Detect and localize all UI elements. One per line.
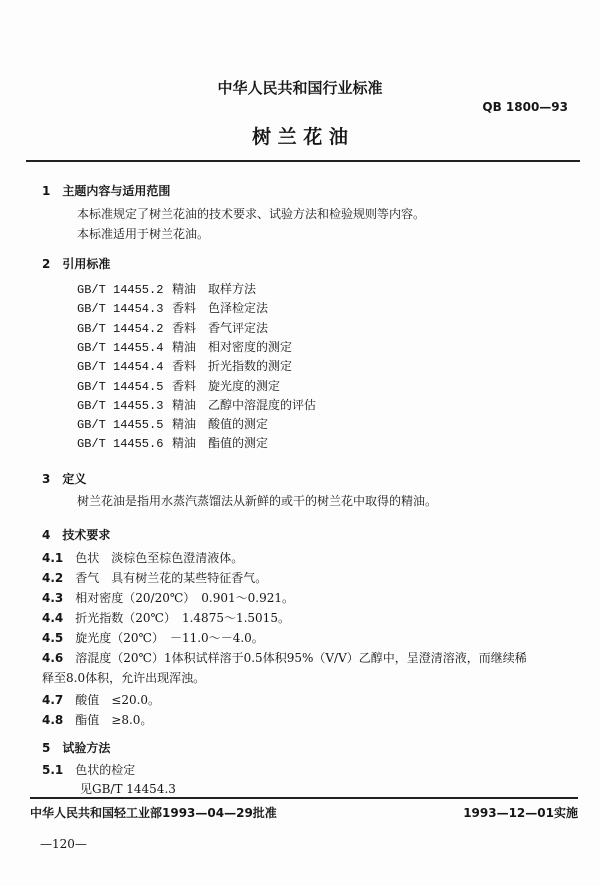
reference-item: [77, 300, 268, 317]
requirement-number: 4.5: [42, 631, 64, 645]
standard-code: QB 1800—93: [482, 100, 568, 114]
requirement-number: 4.4: [42, 611, 64, 625]
section-heading-5: 5 试验方法: [42, 741, 111, 755]
reference-item: [77, 281, 256, 298]
requirement-continuation: 释至8.0体积，允许出现浑浊。: [42, 671, 206, 685]
requirement-item: [42, 650, 527, 666]
reference-name: 香气评定法: [208, 320, 269, 335]
requirement-item: [42, 570, 267, 586]
requirement-text: 酸值 ≤20.0。: [75, 693, 161, 707]
effective-date: 1993—12—01实施: [463, 806, 578, 820]
section-heading-2: 2 引用标准: [42, 257, 111, 271]
reference-item: [77, 397, 316, 414]
requirement-number: 4.8: [42, 713, 64, 727]
requirement-text: 折光指数（20℃） 1.4875～1.5015。: [75, 611, 290, 625]
reference-type: 精油: [172, 339, 197, 354]
requirement-text: 溶混度（20℃）1体积试样溶于0.5体积95%（V/V）乙醇中，呈澄清溶液，而继续稀: [75, 651, 527, 665]
reference-name: 取样方法: [208, 282, 257, 296]
reference-item: [77, 378, 280, 395]
reference-code: GB/T 14455.5: [77, 418, 164, 433]
reference-code: GB/T 14455.3: [77, 398, 164, 413]
section-heading-1: 1 主题内容与适用范围: [42, 184, 171, 198]
requirement-item: [42, 610, 290, 626]
reference-item: [77, 320, 268, 337]
requirement-text: 色状 淡棕色至棕色澄清液体。: [75, 551, 244, 565]
requirement-item: [42, 692, 160, 708]
reference-name: 旋光度的测定: [208, 378, 281, 393]
reference-name: 酯值的测定: [208, 436, 269, 451]
reference-name: 折光指数的测定: [208, 359, 293, 374]
reference-type: 香料: [172, 301, 197, 316]
reference-code: GB/T 14454.3: [77, 302, 164, 317]
requirement-item: [42, 590, 294, 606]
requirement-text: 相对密度（20/20℃） 0.901～0.921。: [75, 591, 294, 605]
reference-item: [77, 339, 292, 356]
requirement-item: [42, 712, 152, 728]
requirement-number: 4.3: [42, 591, 64, 605]
reference-code: GB/T 14454.4: [77, 360, 164, 375]
reference-name: 色泽检定法: [208, 301, 269, 316]
approval-text: 中华人民共和国轻工业部1993—04—29批准: [30, 806, 277, 820]
reference-type: 香料: [172, 378, 197, 393]
reference-item: [77, 416, 268, 433]
reference-code: GB/T 14455.4: [77, 340, 164, 355]
document-title: 树 兰 花 油: [252, 126, 348, 148]
reference-item: [77, 435, 268, 452]
requirement-number: 4.6: [42, 651, 64, 665]
method-5-1-body: 见GB/T 14454.3: [80, 782, 176, 796]
section-1-line: 本标准适用于树兰花油。: [77, 227, 210, 241]
reference-type: 精油: [172, 282, 197, 296]
definition-text: 树兰花油是指用水蒸汽蒸馏法从新鲜的或干的树兰花中取得的精油。: [77, 494, 438, 508]
requirement-text: 旋光度（20℃） －11.0～－4.0。: [75, 631, 264, 645]
requirement-item: [42, 550, 243, 566]
requirement-text: 香气 具有树兰花的某些特征香气。: [75, 571, 268, 585]
reference-code: GB/T 14455.2: [77, 283, 164, 297]
reference-item: [77, 358, 292, 375]
header-rule: [26, 160, 580, 162]
issuing-org: 中华人民共和国行业标准: [217, 79, 383, 97]
reference-type: 香料: [172, 359, 197, 374]
section-heading-4: 4 技术要求: [42, 528, 111, 542]
reference-code: GB/T 14454.2: [77, 321, 164, 336]
requirement-number: 4.2: [42, 571, 64, 585]
footer-rule: [30, 797, 578, 799]
reference-name: 乙醇中溶混度的评估: [208, 397, 317, 412]
requirement-number: 4.7: [42, 693, 64, 707]
section-heading-3: 3 定义: [42, 472, 87, 486]
section-1-line: 本标准规定了树兰花油的技术要求、试验方法和检验规则等内容。: [77, 207, 426, 221]
reference-code: GB/T 14454.5: [77, 379, 164, 394]
reference-name: 酸值的测定: [208, 417, 269, 432]
reference-type: 精油: [172, 417, 197, 432]
requirement-item: [42, 630, 264, 646]
reference-type: 精油: [172, 397, 197, 412]
page-number: —120—: [40, 837, 87, 851]
reference-type: 香料: [172, 320, 197, 335]
reference-name: 相对密度的测定: [208, 339, 293, 354]
method-5-1: 5.1 色状的检定: [42, 763, 136, 777]
reference-type: 精油: [172, 436, 197, 451]
requirement-number: 4.1: [42, 551, 64, 565]
requirement-text: 酯值 ≥8.0。: [75, 713, 153, 727]
reference-code: GB/T 14455.6: [77, 437, 164, 452]
